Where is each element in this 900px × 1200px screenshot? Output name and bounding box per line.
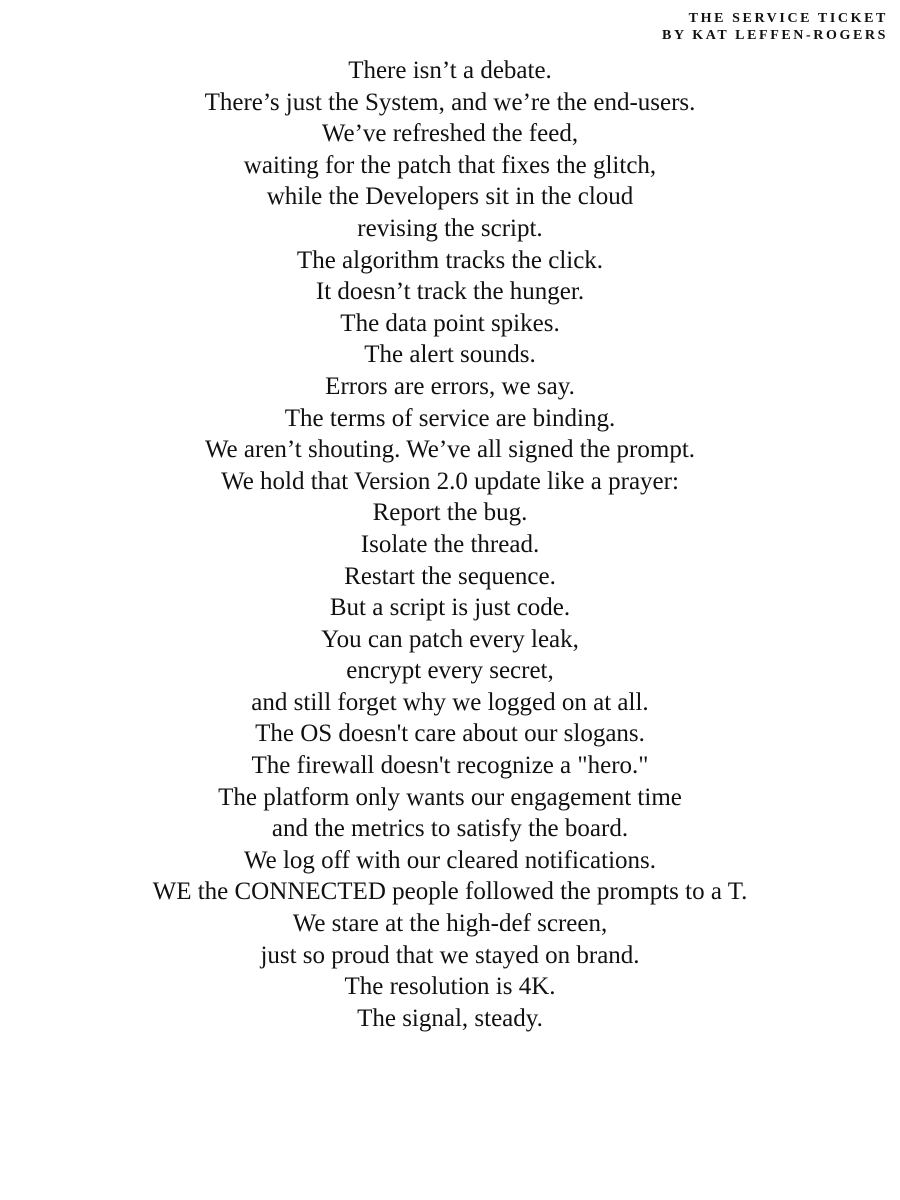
poem-line: There isn’t a debate. xyxy=(348,57,552,84)
poem-line: It doesn’t track the hunger. xyxy=(315,278,585,306)
poem-line: Errors are errors, we say. xyxy=(325,372,575,400)
poem-line: while the Developers sit in the cloud xyxy=(266,183,634,211)
poem-line: The data point spikes. xyxy=(340,309,560,337)
poem-line: and the metrics to satisfy the board. xyxy=(271,815,629,843)
poem-line: The alert sounds. xyxy=(364,341,536,369)
poem-line: WE the CONNECTED people followed the prompts to a T. xyxy=(152,878,748,906)
poem-header xyxy=(662,10,888,44)
poem-line: The platform only wants our engagement time xyxy=(218,783,682,811)
poem-line: The resolution is 4K. xyxy=(344,973,556,1001)
poem-line: The OS doesn't care about our slogans. xyxy=(255,720,645,748)
poem-line: Restart the sequence. xyxy=(344,562,556,590)
poem-line: encrypt every secret, xyxy=(346,657,554,685)
poem-line: and still forget why we logged on at all. xyxy=(251,688,649,716)
poem-line: The firewall doesn't recognize a "hero." xyxy=(251,752,649,780)
poem-line: The algorithm tracks the click. xyxy=(296,246,604,274)
poem-line: There’s just the System, and we’re the end-users. xyxy=(204,88,696,116)
poem-line: But a script is just code. xyxy=(329,594,571,622)
poem-line: The terms of service are binding. xyxy=(284,404,616,432)
poem-body xyxy=(0,55,900,1034)
poem-line: revising the script. xyxy=(357,214,543,242)
poem-line: You can patch every leak, xyxy=(321,625,579,653)
poem-line: just so proud that we stayed on brand. xyxy=(260,941,640,969)
poem-line: We aren’t shouting. We’ve all signed the prompt. xyxy=(204,436,696,464)
poem-byline: BY KAT LEFFEN-ROGERS xyxy=(662,28,888,43)
poem-line: Report the bug. xyxy=(372,499,528,527)
poem-title: THE SERVICE TICKET xyxy=(688,11,888,26)
poem-line: Isolate the thread. xyxy=(360,530,540,558)
poem-line: We stare at the high-def screen, xyxy=(292,910,608,938)
poem-line: We hold that Version 2.0 update like a prayer: xyxy=(221,467,679,495)
poem-line: waiting for the patch that fixes the glitch, xyxy=(243,151,657,179)
poem-line: We log off with our cleared notifications. xyxy=(244,846,656,874)
poem-line: We’ve refreshed the feed, xyxy=(321,120,579,148)
poem-line: The signal, steady. xyxy=(357,1004,543,1032)
